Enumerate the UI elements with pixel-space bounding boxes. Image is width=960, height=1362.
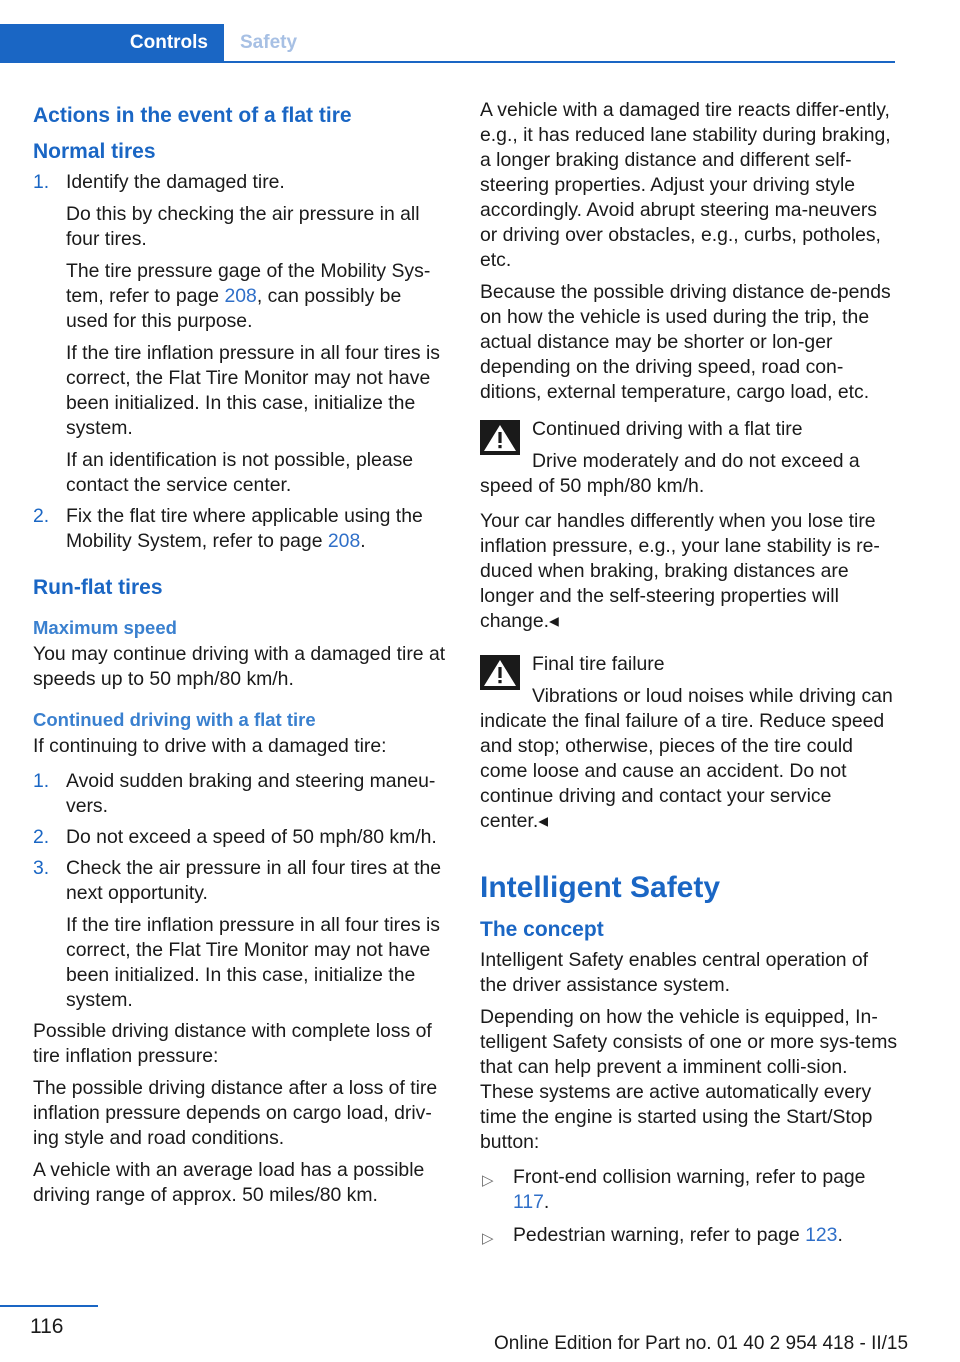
right-column bbox=[480, 98, 898, 1256]
header-tabs bbox=[0, 24, 895, 63]
paragraph: A vehicle with a damaged tire reacts differ‐ently, e.g., it has reduced lane stability during braking, a longer braking distance and different self-steering properties. Adjust your driving style accordingly. Avoid abrupt steering ma‐neuvers or driving over obstacles, e.g., curbs, potholes, etc. bbox=[480, 99, 891, 271]
triangle-bullet-icon: ▷ bbox=[482, 1230, 494, 1247]
warning-text: Vibrations or loud noises while driving can indicate the final failure of a tire. Reduce speed and stop; otherwise, pieces of the tire could come loose and cause an accident. Do not continue driving and contact your service center.◂ bbox=[480, 685, 893, 832]
triangle-bullet-icon: ▷ bbox=[482, 1172, 494, 1189]
page-link-117[interactable]: 117 bbox=[513, 1191, 544, 1213]
left-column bbox=[33, 98, 448, 1215]
paragraph: Your car handles differently when you lose tire inflation pressure, e.g., your lane stability is re‐duced when braking, braking distances are longer and the self-steering properties will change.◂ bbox=[480, 510, 880, 632]
heading-continued-driving: Continued driving with a flat tire bbox=[33, 709, 316, 730]
step-detail: If the tire inflation pressure in all four tires is correct, the Flat Tire Monitor may not have been initialized. In this case, initialize the system. bbox=[66, 342, 440, 439]
list-item bbox=[480, 1223, 898, 1248]
normal-tires-steps bbox=[33, 170, 448, 554]
paragraph: The possible driving distance after a loss of tire inflation pressure depends on cargo load, driv‐ing style and road conditions. bbox=[33, 1077, 438, 1149]
page-link-123[interactable]: 123 bbox=[805, 1224, 838, 1246]
step-detail: Do this by checking the air pressure in all four tires. bbox=[66, 203, 420, 250]
tab-controls[interactable]: Controls bbox=[0, 24, 224, 61]
step-details bbox=[66, 202, 448, 498]
step-number: 2. bbox=[33, 826, 50, 848]
heading-maximum-speed: Maximum speed bbox=[33, 617, 177, 638]
step-detail: If the tire inflation pressure in all four tires is correct, the Flat Tire Monitor may not have been initialized. In this case, initialize the system. bbox=[66, 914, 440, 1011]
warning-flat-tire bbox=[480, 417, 898, 499]
list-item bbox=[33, 504, 448, 554]
step-text: Avoid sudden braking and steering maneu‐vers. bbox=[66, 770, 436, 817]
step-text: Identify the damaged tire. bbox=[66, 171, 285, 193]
heading-the-concept: The concept bbox=[480, 918, 604, 941]
warning-title: Final tire failure bbox=[532, 653, 665, 675]
step-text: Do not exceed a speed of 50 mph/80 km/h. bbox=[66, 826, 437, 848]
continued-driving-steps bbox=[33, 769, 448, 1013]
section-title-intelligent-safety: Intelligent Safety bbox=[480, 871, 721, 904]
edition-footer: Online Edition for Part no. 01 40 2 954 418 - II/15 bbox=[494, 1333, 909, 1354]
step-number: 3. bbox=[33, 857, 50, 879]
continued-driving-text: If continuing to drive with a damaged tire: bbox=[33, 735, 387, 757]
paragraph: Depending on how the vehicle is equipped, In‐telligent Safety consists of one or more sys‐tems that can help prevent a imminent colli‐sion. These systems are active automatically every time the engine is started using the Start/Stop button: bbox=[480, 1006, 898, 1153]
paragraph: Intelligent Safety enables central operation of the driver assistance system. bbox=[480, 949, 869, 996]
paragraph: A vehicle with an average load has a possible driving range of approx. 50 miles/80 km. bbox=[33, 1159, 425, 1206]
warning-triangle-icon bbox=[480, 655, 520, 690]
detail-text: , can possibly be used for this purpose. bbox=[66, 285, 402, 332]
footer-rule bbox=[0, 1305, 98, 1307]
warning-title: Continued driving with a flat tire bbox=[532, 418, 803, 440]
bullet-text: Pedestrian warning, refer to page bbox=[513, 1224, 806, 1246]
list-item bbox=[480, 1165, 898, 1215]
heading-normal-tires: Normal tires bbox=[33, 140, 156, 163]
list-item bbox=[33, 856, 448, 1013]
tab-safety[interactable]: Safety bbox=[240, 32, 298, 53]
list-item bbox=[33, 825, 448, 850]
step-number: 2. bbox=[33, 505, 50, 527]
maximum-speed-text: You may continue driving with a damaged tire at speeds up to 50 mph/80 km/h. bbox=[33, 643, 446, 690]
step-text-part: Fix the flat tire where applicable using the Mobility System, refer to page bbox=[66, 505, 423, 552]
detail-text: The tire pressure gage of the Mobility Sys‐tem, refer to page bbox=[66, 260, 431, 307]
bullet-text: Front-end collision warning, refer to page bbox=[513, 1166, 866, 1188]
list-item bbox=[33, 769, 448, 819]
step-number: 1. bbox=[33, 171, 50, 193]
bullet-text: . bbox=[837, 1224, 843, 1246]
step-text bbox=[66, 504, 448, 554]
heading-run-flat-tires: Run-flat tires bbox=[33, 576, 163, 599]
list-item bbox=[33, 170, 448, 498]
step-detail bbox=[66, 259, 448, 334]
feature-list bbox=[480, 1165, 898, 1248]
paragraph: Because the possible driving distance de‐pends on how the vehicle is used during the trip, the actual distance may be shorter or lon‐ger depending on the driving speed, road con‐ditions, external temperature, cargo load, etc. bbox=[480, 281, 891, 403]
step-text-part: . bbox=[360, 530, 366, 552]
bullet-text: . bbox=[543, 1191, 550, 1213]
warning-triangle-icon bbox=[480, 420, 520, 455]
warning-final-tire-failure bbox=[480, 652, 898, 834]
page-link-208[interactable]: 208 bbox=[327, 530, 361, 552]
step-detail: If an identification is not possible, please contact the service center. bbox=[66, 449, 414, 496]
paragraph: Possible driving distance with complete loss of tire inflation pressure: bbox=[33, 1020, 432, 1067]
step-text: Check the air pressure in all four tires at the next opportunity. bbox=[66, 857, 442, 904]
step-number: 1. bbox=[33, 770, 50, 792]
section-title-flat-tire: Actions in the event of a flat tire bbox=[33, 104, 352, 127]
page-number: 116 bbox=[30, 1315, 64, 1338]
warning-text: Drive moderately and do not exceed a speed of 50 mph/80 km/h. bbox=[480, 450, 860, 497]
page-link-208[interactable]: 208 bbox=[224, 285, 257, 307]
